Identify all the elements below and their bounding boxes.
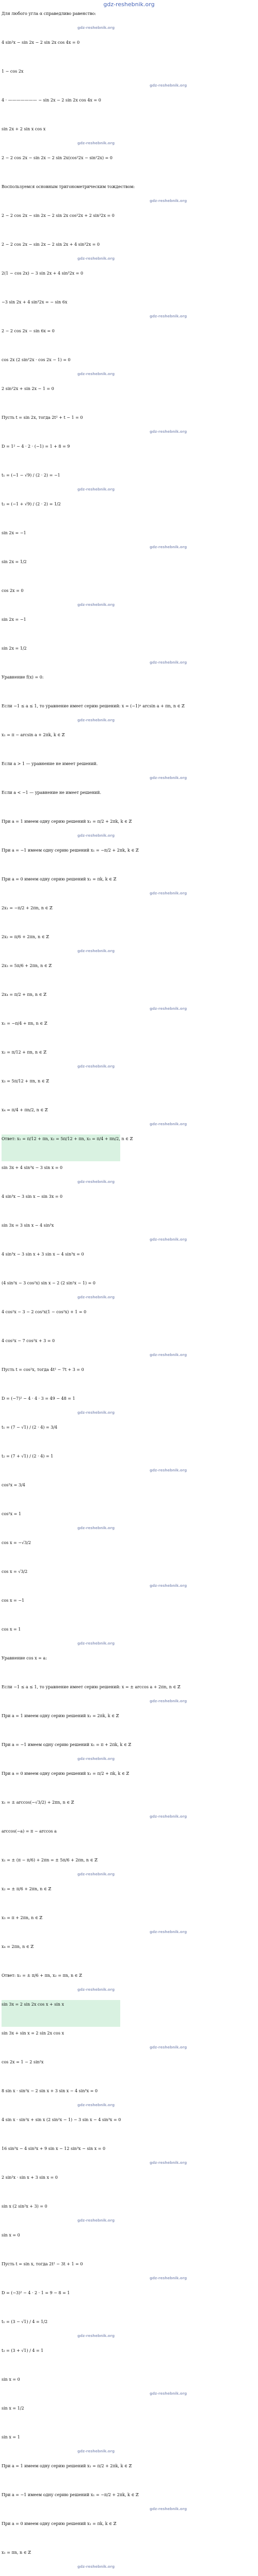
solution-line: t₂ = (3 + √1) / 4 = 1 xyxy=(2,2348,44,2353)
solution-line: 4 cos²x − 3 − 2 cos²x(1 − cos²x) + 1 = 0 xyxy=(2,1310,87,1314)
solution-line: sin 2x = 1/2 xyxy=(2,646,27,651)
solution-line: При a = −1 имеем одну серию решений x₁ = π + 2πk, k ∈ ℤ xyxy=(2,1742,132,1747)
solution-line: cos²x = 1 xyxy=(2,1512,21,1516)
solution-line: cos²x = 3/4 xyxy=(2,1483,25,1487)
watermark-text: gdz-reshebnik.org xyxy=(77,1757,115,1761)
solution-line: Если −1 ≤ a ≤ 1, то уравнение имеет серию решений: x = ± arccos a + 2πn, n ∈ ℤ xyxy=(2,1685,181,1689)
site-name: gdz-reshebnik.org xyxy=(103,1,155,8)
watermark-text: gdz-reshebnik.org xyxy=(150,2276,187,2280)
solution-line: x₁ = π − arcsin a + 2πk, k ∈ ℤ xyxy=(2,733,65,737)
solution-line: Ответ: x₁ = ± π/6 + πn, x₂ = πn, n ∈ ℤ xyxy=(2,1973,82,1978)
solution-line: 1 − cos 2x xyxy=(2,69,24,74)
solution-line: cos x = 1 xyxy=(2,1627,21,1632)
watermark-text: gdz-reshebnik.org xyxy=(77,603,115,607)
solution-line: 2 − 2 cos 2x − sin 6x = 0 xyxy=(2,329,55,333)
solution-line: При a = 0 имеем одну серию решений x₁ = π/2 + πk, k ∈ ℤ xyxy=(2,1771,130,1776)
solution-line: x₁ = πn, n ∈ ℤ xyxy=(2,2550,31,2555)
solution-line: x₄ = 2πn, n ∈ ℤ xyxy=(2,1944,34,1949)
watermark-text: gdz-reshebnik.org xyxy=(150,776,187,780)
solution-line: Воспользуемся основным тригонометрическим тождеством: xyxy=(2,184,135,189)
watermark-text: gdz-reshebnik.org xyxy=(77,1180,115,1184)
solution-line: x₄ = π/4 + πn/2, n ∈ ℤ xyxy=(2,1108,48,1112)
watermark-text: gdz-reshebnik.org xyxy=(150,2392,187,2396)
solution-line: Пусть t = sin 2x, тогда 2t² + t − 1 = 0 xyxy=(2,415,83,420)
watermark-text: gdz-reshebnik.org xyxy=(150,199,187,203)
watermark-text: gdz-reshebnik.org xyxy=(150,1930,187,1934)
solution-line: cos x = −√3/2 xyxy=(2,1540,31,1545)
watermark-text: gdz-reshebnik.org xyxy=(77,2334,115,2338)
watermark-text: gdz-reshebnik.org xyxy=(77,257,115,261)
watermark-text: gdz-reshebnik.org xyxy=(150,2507,187,2511)
watermark-text: gdz-reshebnik.org xyxy=(150,545,187,549)
solution-line: 4 · ——————— − sin 2x − 2 sin 2x cos 4x = 0 xyxy=(2,98,101,103)
watermark-text: gdz-reshebnik.org xyxy=(77,2218,115,2223)
watermark-text: gdz-reshebnik.org xyxy=(77,26,115,30)
solution-line: sin 3x = 3 sin x − 4 sin³x xyxy=(2,1223,54,1228)
watermark-text: gdz-reshebnik.org xyxy=(150,83,187,88)
solution-line: sin 2x = −1 xyxy=(2,531,26,535)
solution-line: 2x₄ = π/2 + πn, n ∈ ℤ xyxy=(2,992,46,997)
solution-line: При a = −1 имеем одну серию решений x₁ = −π/2 + 2πk, k ∈ ℤ xyxy=(2,848,139,853)
solution-line: 8 sin x · sin²x − 2 sin x + 3 sin x − 4 sin³x = 0 xyxy=(2,2089,98,2093)
solution-line: sin x = 0 xyxy=(2,2377,20,2382)
solution-document xyxy=(0,9,258,2576)
solution-line: При a = 0 имеем одну серию решений x₁ = πk, k ∈ ℤ xyxy=(2,2521,117,2526)
site-header xyxy=(0,0,258,9)
solution-line: Если −1 ≤ a ≤ 1, то уравнение имеет серию решений: x = (−1)ⁿ arcsin a + πn, n ∈ ℤ xyxy=(2,704,185,708)
solution-line: 4 sin²x − sin 2x − 2 sin 2x cos 4x = 0 xyxy=(2,40,80,45)
solution-line: Для любого угла α справедливо равенство: xyxy=(2,11,96,16)
solution-line: t₁ = (7 − √1) / (2 · 4) = 3/4 xyxy=(2,1425,58,1430)
solution-line: Уравнение f(x) = 0: xyxy=(2,675,44,680)
watermark-text: gdz-reshebnik.org xyxy=(150,1815,187,1819)
solution-line: D = 1² − 4 · 2 · (−1) = 1 + 8 = 9 xyxy=(2,444,70,449)
solution-line: 16 sin³x − 4 sin³x + 9 sin x − 12 sin³x − sin x = 0 xyxy=(2,2146,106,2151)
solution-line: cos 2x (2 sin²2x · cos 2x − 1) = 0 xyxy=(2,358,71,362)
solution-line: Уравнение cos x = a: xyxy=(2,1656,47,1660)
solution-line: x₁ = ± (π − π/6) + 2πn = ± 5π/6 + 2πn, n ∈ ℤ xyxy=(2,1858,98,1862)
solution-line: cos x = √3/2 xyxy=(2,1569,28,1574)
solution-line: sin 3x + sin x = 2 sin 2x cos x xyxy=(2,2031,64,2036)
watermark-text: gdz-reshebnik.org xyxy=(77,372,115,376)
solution-line: sin 2x = 1/2 xyxy=(2,560,27,564)
watermark-text: gdz-reshebnik.org xyxy=(150,1238,187,1242)
solution-line: При a = 0 имеем одну серию решений x₁ = πk, k ∈ ℤ xyxy=(2,877,117,882)
solution-line: x₃ = 5π/12 + πn, n ∈ ℤ xyxy=(2,1079,50,1083)
solution-line: При a = 1 имеем одну серию решений x₁ = 2πk, k ∈ ℤ xyxy=(2,1714,119,1718)
solution-line: 2x₁ = −π/2 + 2πn, n ∈ ℤ xyxy=(2,906,53,910)
solution-line: 2 − 2 cos 2x − sin 2x − 2 sin 2x + 4 sin³2x = 0 xyxy=(2,242,100,247)
watermark-text: gdz-reshebnik.org xyxy=(150,891,187,895)
solution-line: D = (−3)² − 4 · 2 · 1 = 9 − 8 = 1 xyxy=(2,2291,70,2295)
solution-line: t₁ = (3 − √1) / 4 = 1/2 xyxy=(2,2319,48,2324)
watermark-text: gdz-reshebnik.org xyxy=(150,314,187,318)
solution-line: x₁ = −π/4 + πn, n ∈ ℤ xyxy=(2,1021,47,1026)
watermark-text: gdz-reshebnik.org xyxy=(77,1988,115,1992)
watermark-text: gdz-reshebnik.org xyxy=(77,1295,115,1299)
solution-line: 2x₃ = 5π/6 + 2πn, n ∈ ℤ xyxy=(2,963,52,968)
solution-line: x₁ = ± arccos(−√3/2) + 2πn, n ∈ ℤ xyxy=(2,1800,74,1805)
solution-line: arccos(−a) = π − arccos a xyxy=(2,1829,57,1834)
solution-line: t₂ = (−1 + √9) / (2 · 2) = 1/2 xyxy=(2,502,61,506)
watermark-text: gdz-reshebnik.org xyxy=(77,1641,115,1646)
solution-line: Пусть t = sin x, тогда 2t² − 3t + 1 = 0 xyxy=(2,2262,83,2266)
watermark-text: gdz-reshebnik.org xyxy=(77,1872,115,1876)
watermark-text: gdz-reshebnik.org xyxy=(150,1122,187,1126)
solution-line: cos 2x = 0 xyxy=(2,588,24,593)
watermark-text: gdz-reshebnik.org xyxy=(150,1007,187,1011)
solution-line: 2x₂ = π/6 + 2πn, n ∈ ℤ xyxy=(2,935,50,939)
solution-line: cos x = −1 xyxy=(2,1598,25,1603)
solution-line: 4 sin³x − 3 sin x − sin 3x = 0 xyxy=(2,1194,63,1199)
solution-line: Если a < −1 — уравнение не имеет решений. xyxy=(2,790,101,795)
solution-line: x₂ = ± π/6 + 2πn, n ∈ ℤ xyxy=(2,1887,52,1891)
watermark-text: gdz-reshebnik.org xyxy=(77,1064,115,1069)
solution-line: При a = 1 имеем одну серию решений x₁ = π/2 + 2πk, k ∈ ℤ xyxy=(2,819,132,824)
solution-line: Пусть t = cos²x, тогда 4t² − 7t + 3 = 0 xyxy=(2,1367,84,1372)
solution-line: x₃ = π + 2πn, n ∈ ℤ xyxy=(2,1916,43,1920)
solution-line: При a = 1 имеем одну серию решений x₁ = π/2 + 2πk, k ∈ ℤ xyxy=(2,2464,132,2468)
solution-line: Если a > 1 — уравнение не имеет решений. xyxy=(2,761,98,766)
watermark-text: gdz-reshebnik.org xyxy=(77,487,115,492)
solution-line: sin 2x + 2 sin x cos x xyxy=(2,127,46,131)
watermark-text: gdz-reshebnik.org xyxy=(150,2045,187,2049)
solution-line: 2(1 − cos 2x) − 3 sin 2x + 4 sin³2x = 0 xyxy=(2,271,84,276)
watermark-text: gdz-reshebnik.org xyxy=(150,660,187,665)
solution-line: 4 sin x · sin²x + sin x (2 sin²x − 1) − 3 sin x − 4 sin³x = 0 xyxy=(2,2117,121,2122)
solution-line: D = (−7)² − 4 · 4 · 3 = 49 − 48 = 1 xyxy=(2,1396,75,1401)
solution-line: 2 sin²2x + sin 2x − 1 = 0 xyxy=(2,386,54,391)
watermark-text: gdz-reshebnik.org xyxy=(77,834,115,838)
solution-line: sin 2x = −1 xyxy=(2,617,26,622)
watermark-text: gdz-reshebnik.org xyxy=(150,430,187,434)
watermark-text: gdz-reshebnik.org xyxy=(150,1584,187,1588)
solution-line: sin 3x + 4 sin³x − 3 sin x = 0 xyxy=(2,1165,63,1170)
solution-line: sin x = 1/2 xyxy=(2,2406,24,2411)
watermark-text: gdz-reshebnik.org xyxy=(77,141,115,145)
solution-line: При a = −1 имеем одну серию решений x₁ = −π/2 + 2πk, k ∈ ℤ xyxy=(2,2493,139,2497)
solution-line: cos 2x = 1 − 2 sin²x xyxy=(2,2060,44,2064)
watermark-text: gdz-reshebnik.org xyxy=(150,1699,187,1703)
solution-line: 2 sin²x · sin x + 3 sin x = 0 xyxy=(2,2175,58,2180)
watermark-text: gdz-reshebnik.org xyxy=(77,949,115,953)
watermark-text: gdz-reshebnik.org xyxy=(77,1411,115,1415)
solution-line: t₂ = (7 + √1) / (2 · 4) = 1 xyxy=(2,1454,54,1459)
watermark-text: gdz-reshebnik.org xyxy=(77,2449,115,2453)
solution-line: 4 cos²x − 7 cos²x + 3 = 0 xyxy=(2,1338,55,1343)
solution-line: sin x = 0 xyxy=(2,2233,20,2238)
solution-line: (4 sin²x − 3 cos²x) sin x − 2 (2 sin²x − 1) = 0 xyxy=(2,1281,95,1285)
solution-line: 4 sin³x − 3 sin x + 3 sin x − 4 sin³x = 0 xyxy=(2,1252,84,1257)
solution-line: x₂ = π/12 + πn, n ∈ ℤ xyxy=(2,1050,46,1055)
watermark-text: gdz-reshebnik.org xyxy=(150,2161,187,2165)
watermark-text: gdz-reshebnik.org xyxy=(77,2565,115,2569)
watermark-text: gdz-reshebnik.org xyxy=(77,1526,115,1530)
watermark-text: gdz-reshebnik.org xyxy=(77,2103,115,2107)
solution-line: −3 sin 2x + 4 sin³2x = − sin 6x xyxy=(2,300,68,304)
solution-line: sin x = 1 xyxy=(2,2435,20,2439)
solution-line: Ответ: x₁ = π/12 + πn, x₂ = 5π/12 + πn, x₃ = π/4 + πn/2, n ∈ ℤ xyxy=(2,1137,133,1141)
solution-line: 2 − 2 cos 2x − sin 2x − 2 sin 2x cos²2x + 2 sin³2x = 0 xyxy=(2,213,115,218)
solution-line: sin x (2 sin²x + 3) = 0 xyxy=(2,2204,47,2209)
solution-line: sin 3x = 2 sin 2x cos x + sin x xyxy=(2,2002,64,2007)
solution-line: t₁ = (−1 − √9) / (2 · 2) = −1 xyxy=(2,473,60,478)
solution-line: 2 − 2 cos 2x − sin 2x − 2 sin 2x(cos²2x − sin²2x) = 0 xyxy=(2,156,112,160)
watermark-text: gdz-reshebnik.org xyxy=(77,718,115,722)
watermark-text: gdz-reshebnik.org xyxy=(150,1353,187,1357)
watermark-text: gdz-reshebnik.org xyxy=(150,1468,187,1472)
